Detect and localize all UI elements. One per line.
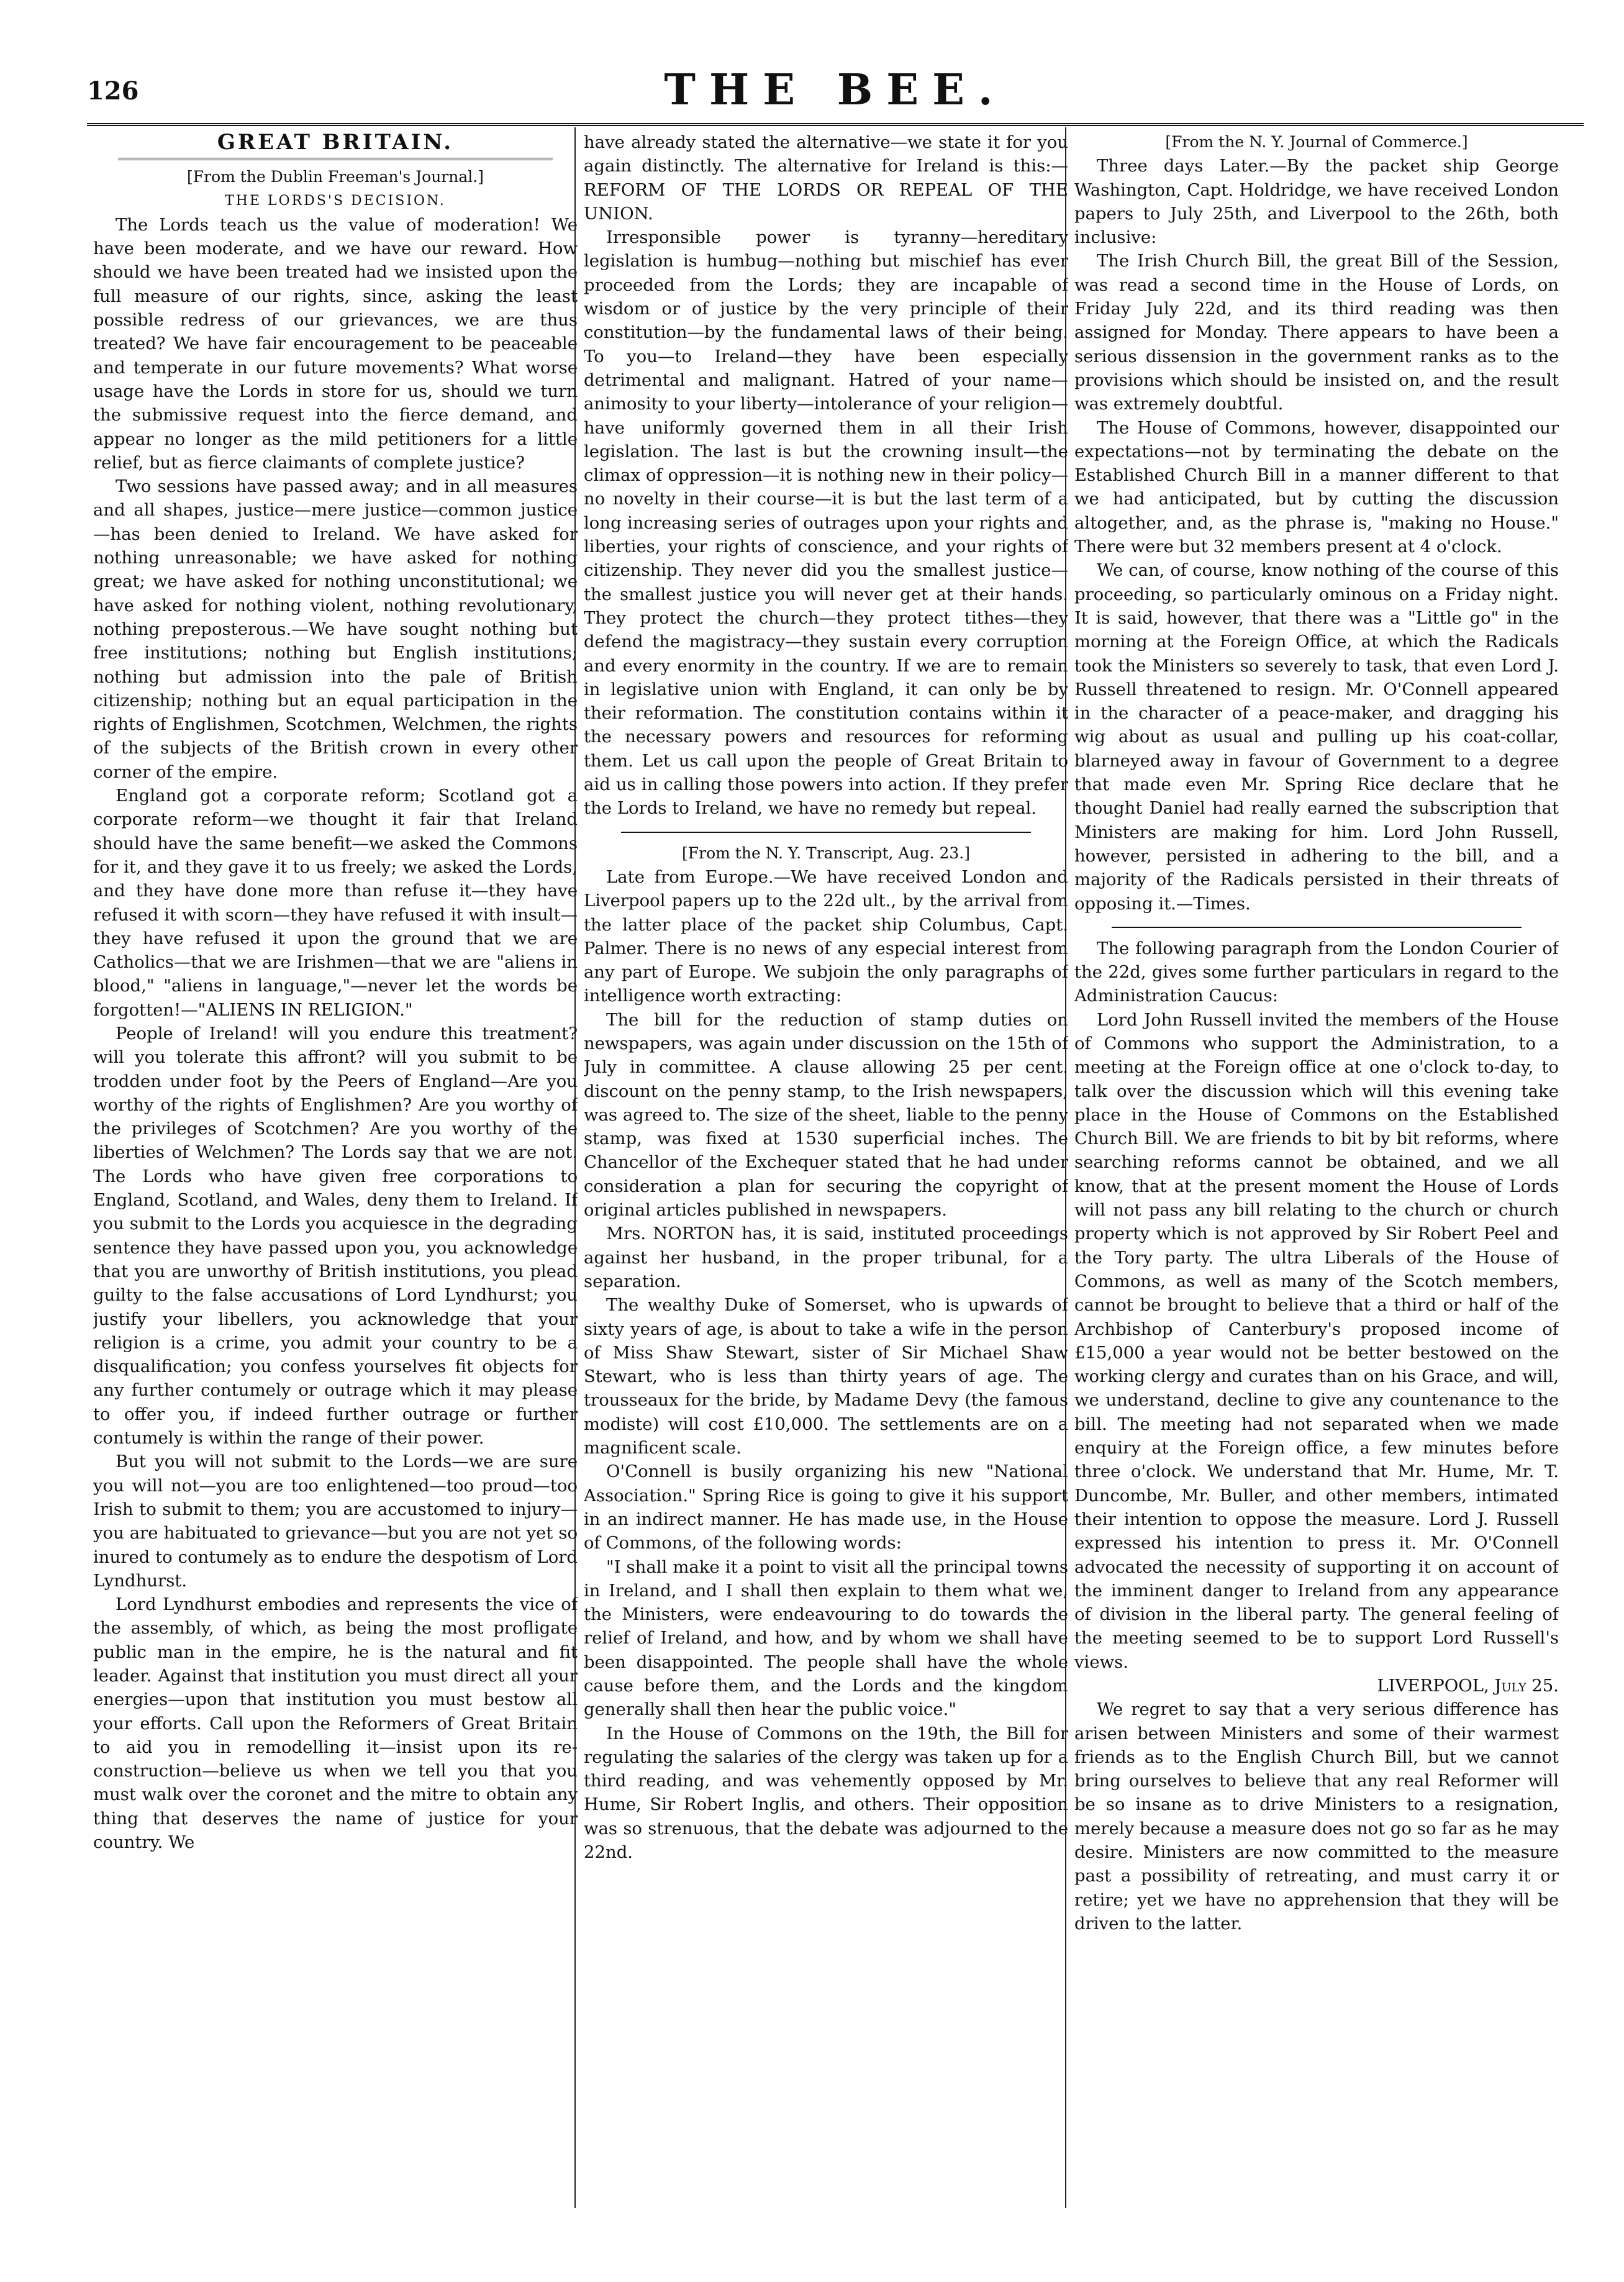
column-3 xyxy=(1074,130,1559,2211)
paragraph: In the House of Commons on the 19th, the Bill for regulating the salaries of the clergy was taken up for a third reading, and was vehemently opposed by Mr. Hume, Sir Robert Inglis, and others. Their opposition was so strenuous, that the debate was adjourned to the 22nd. xyxy=(584,1723,1068,1863)
paragraph: The Lords teach us the value of moderation! We have been moderate, and we have our reward. How should we have been treated had we insisted upon the full measure of our rights, since, asking the least possible redress of our grievances, we are thus treated? We have fair encouragement to be peaceable and temperate in our future movements? What worse usage have the Lords in store for us, should we turn the submissive request into the fierce demand, and appear no longer as the mild petitioners for a little relief, but as fierce claimants of complete justice? xyxy=(93,214,578,473)
paragraph: The Irish Church Bill, the great Bill of the Session, was read a second time in the House of Lords, on Friday July 22d, and its third reading was then assigned for Monday. There appears to have been a serious dissension in the government ranks as to the provisions which should be insisted on, and the result was extremely doubtful. xyxy=(1074,251,1559,414)
article-source: [From the N. Y. Journal of Commerce.] xyxy=(1165,133,1468,151)
paragraph: England got a corporate reform; Scotland got a corporate reform—we thought it fair that Ireland should have the same benefit—we asked the Commons for it, and they gave it to us freely; we asked the Lords, and they have done more than refuse it—they have refused it with scorn—they have refused it with insult—they have refused it upon the ground that we are Catholics—that we are Irishmen—that we are "aliens in blood," "aliens in language,"—never let the words be forgotten!—"ALIENS IN RELIGION." xyxy=(93,786,578,1020)
paragraph: O'Connell is busily organizing his new "National Association." Spring Rice is going to give it his support in an indirect manner. He has made use, in the House of Commons, of the following words: xyxy=(584,1461,1068,1553)
column-1 xyxy=(93,130,578,2211)
section-title: GREAT BRITAIN. xyxy=(217,130,454,155)
paragraph: Mrs. NORTON has, it is said, instituted proceedings against her husband, in the proper tribunal, for a separation. xyxy=(584,1224,1068,1291)
paragraph: The wealthy Duke of Somerset, who is upwards of sixty years of age, is about to take a wife in the person of Miss Shaw Stewart, sister of Sir Michael Shaw Stewart, who is less than thirty years of age. The trousseaux for the bride, by Madame Devy (the famous modiste) will cost £10,000. The settlements are on a magnificent scale. xyxy=(584,1295,1068,1458)
dateline: LIVERPOOL, July 25. xyxy=(1377,1676,1559,1696)
paragraph: Lord John Russell invited the members of the House of Commons who support the Administration, to a meeting at the Foreign office at one o'clock to-day, to talk over the discussion which will this evening take place in the House of Commons on the Established Church Bill. We are friends to bit by bit reforms, where searching reforms cannot be obtained, and we all know, that at the present moment the House of Lords will not pass any bill relating to the church or church property which is not approved by Sir Robert Peel and the Tory party. The ultra Liberals of the House of Commons, as well as many of the Scotch members, cannot be brought to believe that a third or half of the Archbishop of Canterbury's proposed income of £15,000 a year would not be better bestowed on the working clergy and curates than on his Grace, and will, we understand, decline to give any countenance to the bill. The meeting had not separated when we made enquiry at the Foreign office, a few minutes before three o'clock. We understand that Mr. Hume, Mr. T. Duncombe, Mr. Buller, and other members, intimated their intention to oppose the measure. Lord J. Russell expressed his intention to press it. Mr. O'Connell advocated the necessity of supporting it on account of the imminent danger to Ireland from any appearance of division in the liberal party. The general feeling of the meeting seemed to be to support Lord Russell's views. xyxy=(1074,1009,1559,1672)
paragraph: Two sessions have passed away; and in all measures and all shapes, justice—mere justice—common justice—has been denied to Ireland. We have asked for nothing unreasonable; we have asked for nothing great; we have asked for nothing unconstitutional; we have asked for nothing violent, nothing revolutionary, nothing preposterous.—We have sought nothing but free institutions; nothing but English institutions; nothing but admission into the pale of British citizenship; nothing but an equal participation in the rights of Englishmen, Scotchmen, Welchmen, the rights of the subjects of the British crown in every other corner of the empire. xyxy=(93,476,578,782)
paragraph: People of Ireland! will you endure this treatment? will you tolerate this affront? will you submit to be trodden under foot by the Peers of England—Are you worthy of the rights of Englishmen? Are you worthy of the privileges of Scotchmen? Are you worthy of the liberties of Welchmen? The Lords say that we are not. The Lords who have given free corporations to England, Scotland, and Wales, deny them to Ireland. If you submit to the Lords you acquiesce in the degrading sentence they have passed upon you, you acknowledge that you are unworthy of British institutions, you plead guilty to the false accusations of Lord Lyndhurst; you justify your libellers, you acknowledge that your religion is a crime, you admit your country to be a disqualification; you confess yourselves fit objects for any further contumely or outrage which it may please to offer you, if indeed further outrage or further contumely is within the range of their power. xyxy=(93,1023,578,1448)
page-header xyxy=(87,65,1584,121)
article-separator xyxy=(1112,927,1522,928)
paragraph: Three days Later.—By the packet ship George Washington, Capt. Holdridge, we have received London papers to July 25th, and Liverpool to the 26th, both inclusive: xyxy=(1074,156,1559,248)
paragraph: Lord Lyndhurst embodies and represents the vice of the assembly, of which, as being the most profligate public man in the empire, he is the natural and fit leader. Against that institution you must direct all your energies—upon that institution you must bestow all your efforts. Call upon the Reformers of Great Britain to aid you in remodelling it—insist upon its re-construction—believe us when we tell you that you must walk over the coronet and the mitre to obtain any thing that deserves the name of justice for your country. We xyxy=(93,1594,578,1853)
paragraph: We can, of course, know nothing of the course of this proceeding, so particularly ominous on a Friday night. It is said, however, that there was a "Little go" in the morning at the Foreign Office, at which the Radicals took the Ministers so severely to task, that even Lord J. Russell threatened to resign. Mr. O'Connell appeared in the character of a peace-maker, and dragging his wig about as usual and pulling up his coat-collar, blarneyed away in favour of Government to a degree that made even Mr. Spring Rice declare that he thought Daniel had really earned the subscription that Ministers are making for him. Lord John Russell, however, persisted in adhering to the bill, and a majority of the Radicals persisted in their threats of opposing it.—Times. xyxy=(1074,560,1559,914)
article-source: [From the Dublin Freeman's Journal.] xyxy=(187,168,484,186)
paragraph: But you will not submit to the Lords—we are sure you will not—you are too enlightened—too proud—too Irish to submit to them; you are accustomed to injury—you are habituated to grievance—but you are not yet so inured to contumely as to endure the despotism of Lord Lyndhurst. xyxy=(93,1452,578,1591)
column-2 xyxy=(584,130,1068,2211)
paragraph: have already stated the alternative—we state it for you again distinctly. The alternative for Ireland is this:—REFORM OF THE LORDS OR REPEAL OF THE UNION. xyxy=(584,132,1068,224)
article-separator xyxy=(621,832,1031,833)
section-title-rule xyxy=(118,158,553,160)
article-source: [From the N. Y. Transcript, Aug. 23.] xyxy=(682,843,970,862)
masthead-title: THE BEE. xyxy=(664,65,1007,115)
paragraph: The following paragraph from the London Courier of the 22d, gives some further particulars in regard to the Administration Caucus: xyxy=(1074,938,1559,1006)
header-rule xyxy=(87,123,1584,126)
paragraph: The bill for the reduction of stamp duties on newspapers, was again under discussion on the 15th of July in committee. A clause allowing 25 per cent. discount on the penny stamp, to the Irish newspapers, was agreed to. The size of the sheet, liable to the penny stamp, was fixed at 1530 superficial inches. The Chancellor of the Exchequer stated that he had under consideration a plan for securing the copyright of original articles published in newspapers. xyxy=(584,1009,1068,1221)
paragraph: Late from Europe.—We have received London and Liverpool papers up to the 22d ult., by the arrival from the latter place of the packet ship Columbus, Capt. Palmer. There is no news of any especial interest from any part of Europe. We subjoin the only paragraphs of intelligence worth extracting: xyxy=(584,866,1068,1006)
paragraph: "I shall make it a point to visit all the principal towns in Ireland, and I shall then explain to them what we, the Ministers, were endeavouring to do towards the relief of Ireland, and how, and by whom we shall have been disappointed. The people shall have the whole cause before them, and the Lords and the kingdom generally shall then hear the public voice." xyxy=(584,1557,1068,1720)
paragraph: We regret to say that a very serious difference has arisen between Ministers and some of their warmest friends as to the English Church Bill, but we cannot bring ourselves to believe that any real Reformer will be so insane as to drive Ministers to a resignation, merely because a measure does not go so far as he may desire. Ministers are now committed to the measure past a possibility of retreating, and must carry it or retire; yet we have no apprehension that they will be driven to the latter. xyxy=(1074,1699,1559,1934)
page-number: 126 xyxy=(87,76,139,106)
paragraph: Irresponsible power is tyranny—hereditary legislation is humbug—nothing but mischief has ever proceeded from the Lords; they are incapable of wisdom or of justice by the very principle of their constitution—by the fundamental laws of their being. To you—to Ireland—they have been especially detrimental and malignant. Hatred of your name—animosity to your liberty—intolerance of your religion—have uniformly governed them in all their Irish legislation. The last is but the crowning insult—the climax of oppression—it is nothing new in their policy—no novelty in their course—it is but the last term of a long increasing series of outrages upon your rights and liberties, your rights of conscience, and your rights of citizenship. They never did you the smallest justice—the smallest justice you will never get at their hands. They protect the church—they protect tithes—they defend the magistracy—they sustain every corruption and every enormity in the country. If we are to remain in legislative union with England, it can only be by their reformation. The constitution contains within it the necessary powers and resources for reforming them. Let us call upon the people of Great Britain to aid us in calling those powers into action. If they prefer the Lords to Ireland, we have no remedy but repeal. xyxy=(584,227,1068,819)
article-subhead: THE LORDS'S DECISION. xyxy=(225,193,446,209)
paragraph: The House of Commons, however, disappointed our expectations—not by terminating the debate on the Established Church Bill in a manner different to that we had anticipated, but by cutting the discussion altogether, and, as the phrase is, "making no House." There were but 32 members present at 4 o'clock. xyxy=(1074,417,1559,557)
